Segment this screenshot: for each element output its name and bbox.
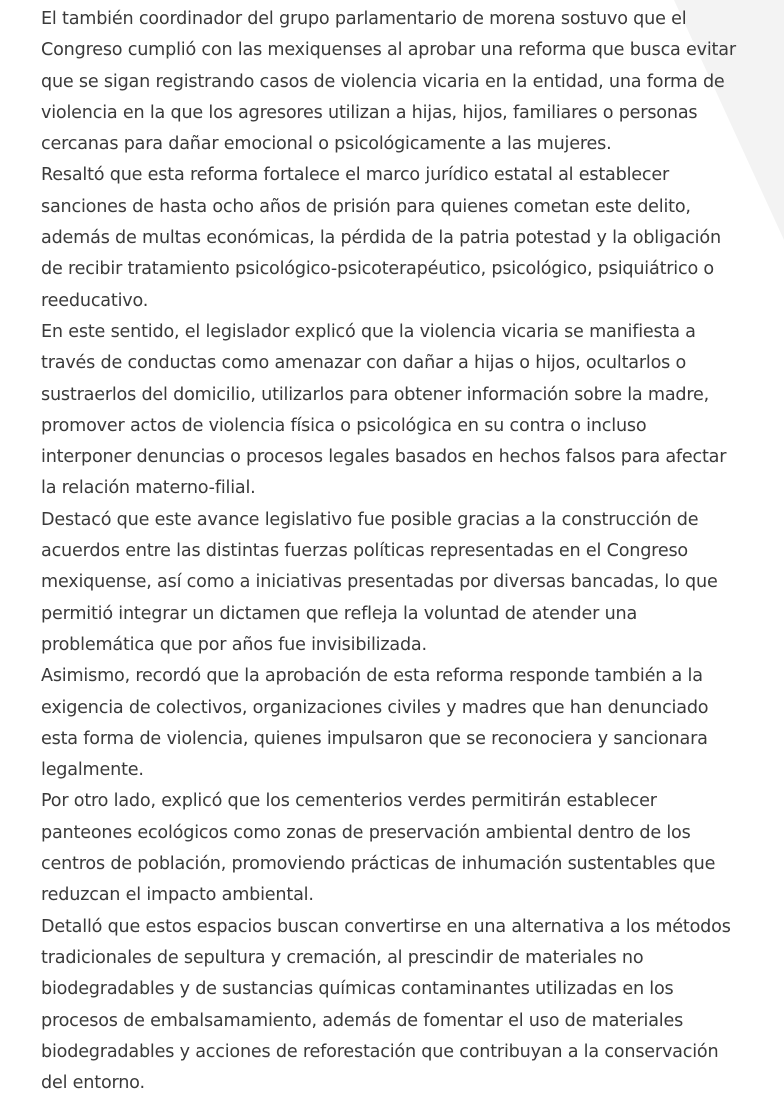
paragraph-7: Detalló que estos espacios buscan convertirse en una alternativa a los métodos tradicionales de sepultura y cremación, al prescindir de materiales no biodegradables y de sustancias químicas contaminantes utilizadas en los procesos de embalsamamiento, además de fomentar el uso de materiales biodegradables y acciones de reforestación que contribuyan a la conservación del entorno. bbox=[41, 916, 731, 1094]
paragraph-6: Por otro lado, explicó que los cementerios verdes permitirán establecer panteones ecológicos como zonas de preservación ambiental dentro de los centros de población, promoviendo prácticas de inhumación sustentables que reduzcan el impacto ambiental. bbox=[41, 791, 716, 906]
paragraph-5: Asimismo, recordó que la aprobación de esta reforma responde también a la exigencia de colectivos, organizaciones civiles y madres que han denunciado esta forma de violencia, quienes impulsaron que se reconociera y sancionara legalmente. bbox=[41, 666, 709, 781]
paragraph-4: Destacó que este avance legislativo fue posible gracias a la construcción de acuerdos entre las distintas fuerzas políticas representadas en el Congreso mexiquense, así como a iniciativas presentadas por diversas bancadas, lo que permitió integrar un dictamen que refleja la voluntad de atender una problemática que por años fue invisibilizada. bbox=[41, 509, 718, 655]
paragraph-3: En este sentido, el legislador explicó que la violencia vicaria se manifiesta a través de conductas como amenazar con dañar a hijas o hijos, ocultarlos o sustraerlos del domicilio, utilizarlos para obtener información sobre la madre, promover actos de violencia física o psicológica en su contra o incluso interponer denuncias o procesos legales basados en hechos falsos para afectar la relación materno-filial. bbox=[41, 321, 727, 499]
paragraph-1: El también coordinador del grupo parlamentario de morena sostuvo que el Congreso cumplió con las mexiquenses al aprobar una reforma que busca evitar que se sigan registrando casos de violencia vicaria en la entidad, una forma de violencia en la que los agresores utilizan a hijas, hijos, familiares o personas cercanas para dañar emocional o psicológicamente a las mujeres. bbox=[41, 9, 736, 155]
paragraph-2: Resaltó que esta reforma fortalece el marco jurídico estatal al establecer sanciones de hasta ocho años de prisión para quienes cometan este delito, además de multas económicas, la pérdida de la patria potestad y la obligación de recibir tratamiento psicológico-psicoterapéutico, psicológico, psiquiátrico o reeducativo. bbox=[41, 165, 721, 311]
